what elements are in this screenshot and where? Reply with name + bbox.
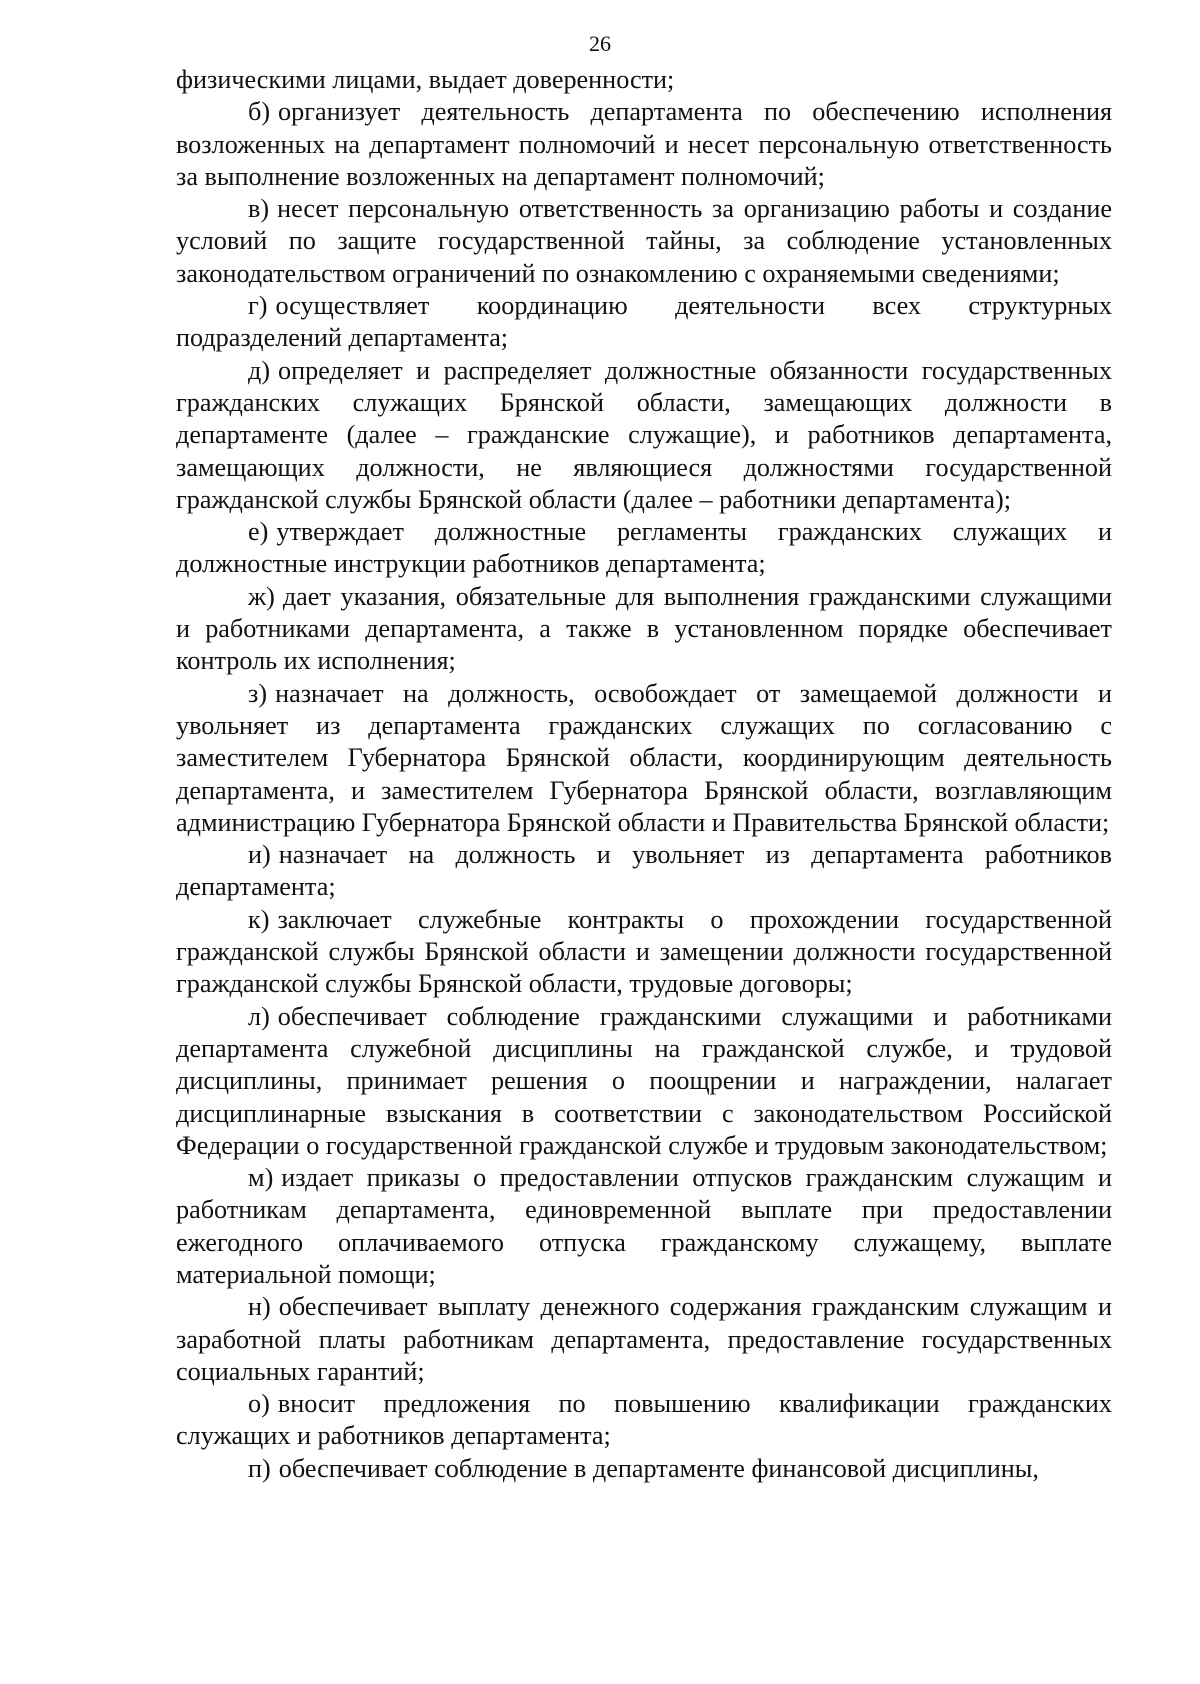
list-letter: з) bbox=[248, 678, 268, 708]
list-letter: е) bbox=[248, 517, 269, 547]
list-letter: д) bbox=[248, 355, 271, 385]
paragraph bbox=[176, 904, 1112, 1001]
paragraph bbox=[176, 516, 1112, 581]
paragraph bbox=[176, 1453, 1112, 1485]
paragraph bbox=[176, 1162, 1112, 1291]
list-letter: в) bbox=[248, 194, 270, 224]
paragraph-text: обеспечивает соблюдение гражданскими служащими и работниками департамента служебной дисциплины на гражданской службе, и трудовой дисциплины, принимает решения о поощрении и награждении, налагает дисциплинарные взыскания в соответствии с законодательством Российской Федерации о государственной гражданской службе и трудовым законодательством; bbox=[176, 1001, 1112, 1160]
paragraph-text: обеспечивает выплату денежного содержания гражданским служащим и заработной платы работникам департамента, предоставление государственных социальных гарантий; bbox=[176, 1292, 1112, 1386]
paragraph-text: заключает служебные контракты о прохождении государственной гражданской службы Брянской области и замещении должности государственной гражданской службы Брянской области, трудовые договоры; bbox=[176, 904, 1112, 999]
paragraph bbox=[176, 839, 1112, 904]
list-letter: г) bbox=[248, 291, 268, 321]
paragraph-text: организует деятельность департамента по обеспечению исполнения возложенных на департамент полномочий и несет персональную ответственность за выполнение возложенных на департамент полномочий; bbox=[176, 97, 1112, 191]
list-letter: н) bbox=[248, 1292, 271, 1322]
paragraph-text: утверждает должностные регламенты гражданских служащих и должностные инструкции работников департамента; bbox=[176, 517, 1112, 579]
paragraph bbox=[176, 96, 1112, 193]
list-letter: и) bbox=[248, 840, 271, 870]
paragraph bbox=[176, 581, 1112, 678]
list-letter: ж) bbox=[248, 581, 275, 611]
paragraph-text: вносит предложения по повышению квалификации гражданских служащих и работников департамента; bbox=[176, 1389, 1112, 1451]
paragraph-text: назначает на должность, освобождает от замещаемой должности и увольняет из департамента гражданских служащих по согласованию с заместителем Губернатора Брянской области, координирующим деятельность департамента, и заместителем Губернатора Брянской области, возглавляющим администрацию Губернатора Брянской области и Правительства Брянской области; bbox=[176, 678, 1112, 837]
paragraph bbox=[176, 193, 1112, 290]
list-letter: м) bbox=[248, 1163, 274, 1193]
paragraph bbox=[176, 1001, 1112, 1162]
paragraph bbox=[176, 1291, 1112, 1388]
paragraph bbox=[176, 355, 1112, 516]
paragraph-text: издает приказы о предоставлении отпусков гражданским служащим и работникам департамента, единовременной выплате при предоставлении ежегодного оплачиваемого отпуска гражданскому служащему, выплате материальной помощи; bbox=[176, 1163, 1112, 1289]
document-body bbox=[176, 64, 1112, 1485]
paragraph bbox=[176, 290, 1112, 355]
paragraph-text: обеспечивает соблюдение в департаменте финансовой дисциплины, bbox=[278, 1453, 1039, 1483]
paragraph-text: осуществляет координацию деятельности всех структурных подразделений департамента; bbox=[176, 291, 1112, 353]
list-letter: б) bbox=[248, 97, 271, 127]
paragraph-text: определяет и распределяет должностные обязанности государственных гражданских служащих Брянской области, замещающих должности в департаменте (далее – гражданские служащие), и работников департамента, замещающих должности, не являющиеся должностями государственной гражданской службы Брянской области (далее – работники департамента); bbox=[176, 355, 1112, 514]
list-letter: о) bbox=[248, 1389, 270, 1419]
page-number: 26 bbox=[589, 31, 611, 56]
list-letter: п) bbox=[248, 1453, 271, 1483]
paragraph-text: физическими лицами, выдает доверенности; bbox=[176, 65, 675, 94]
paragraph bbox=[176, 1388, 1112, 1453]
paragraph bbox=[176, 678, 1112, 839]
paragraph-text: несет персональную ответственность за организацию работы и создание условий по защите государственной тайны, за соблюдение установленных законодательством ограничений по ознакомлению с охраняемыми сведениями; bbox=[176, 194, 1112, 288]
list-letter: к) bbox=[248, 904, 270, 934]
paragraph bbox=[176, 64, 1112, 96]
paragraph-text: назначает на должность и увольняет из департамента работников департамента; bbox=[176, 840, 1112, 902]
paragraph-text: дает указания, обязательные для выполнения гражданскими служащими и работниками департамента, а также в установленном порядке обеспечивает контроль их исполнения; bbox=[176, 581, 1112, 676]
list-letter: л) bbox=[248, 1001, 270, 1031]
